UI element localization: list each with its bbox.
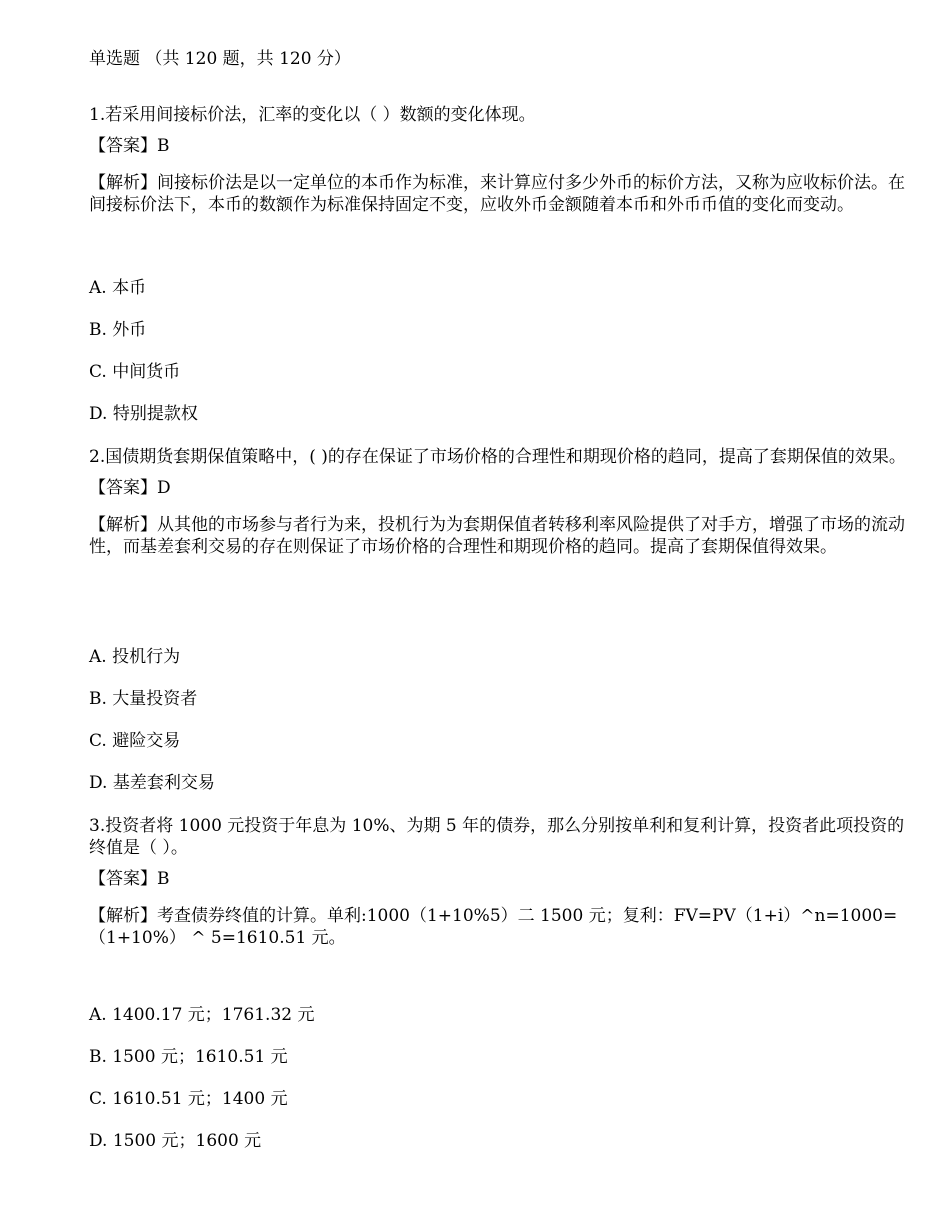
question-stem: 3.投资者将 1000 元投资于年息为 10%、为期 5 年的债券，那么分别按单利和复利计算，投资者此项投资的终值是（ ）。 [89,816,905,858]
option-c: C. 避险交易 [89,731,181,751]
question-explanation: 【解析】间接标价法是以一定单位的本币作为标准，来计算应付多少外币的标价方法，又称为应收标价法。在间接标价法下，本币的数额作为标准保持固定不变，应收外币金额随着本币和外币币值的变化而变动。 [89,173,905,215]
option-d: D. 基差套利交易 [89,773,215,793]
option-b: B. 1500 元；1610.51 元 [89,1047,288,1067]
option-b: B. 大量投资者 [89,689,198,709]
option-c: C. 中间货币 [89,362,181,382]
option-b: B. 外币 [89,320,147,340]
question-stem: 1.若采用间接标价法，汇率的变化以（ ）数额的变化体现。 [89,105,536,125]
option-d: D. 1500 元；1600 元 [89,1131,262,1151]
question-3 [89,815,909,949]
question-1 [89,104,909,216]
question-stem: 2.国债期货套期保值策略中，( )的存在保证了市场价格的合理性和期现价格的趋同，提高了套期保值的效果。 [89,447,906,467]
question-answer: 【答案】D [89,478,171,498]
option-c: C. 1610.51 元；1400 元 [89,1089,288,1109]
option-d: D. 特别提款权 [89,404,198,424]
question-answer: 【答案】B [89,136,170,156]
question-explanation: 【解析】从其他的市场参与者行为来，投机行为为套期保值者转移利率风险提供了对手方，增强了市场的流动性，而基差套利交易的存在则保证了市场价格的合理性和期现价格的趋同。提高了套期保值得效果。 [89,515,905,557]
question-2 [89,446,909,558]
question-explanation: 【解析】考查债券终值的计算。单利:1000（1+10%5）二 1500 元；复利：FV=PV（1+i）^n=1000=（1+10%） ^ 5=1610.51 元。 [89,906,898,948]
option-a: A. 投机行为 [89,647,181,667]
section-header: 单选题 （共 120 题，共 120 分） [89,49,351,69]
question-answer: 【答案】B [89,869,170,889]
option-a: A. 1400.17 元；1761.32 元 [89,1005,315,1025]
option-a: A. 本币 [89,278,147,298]
